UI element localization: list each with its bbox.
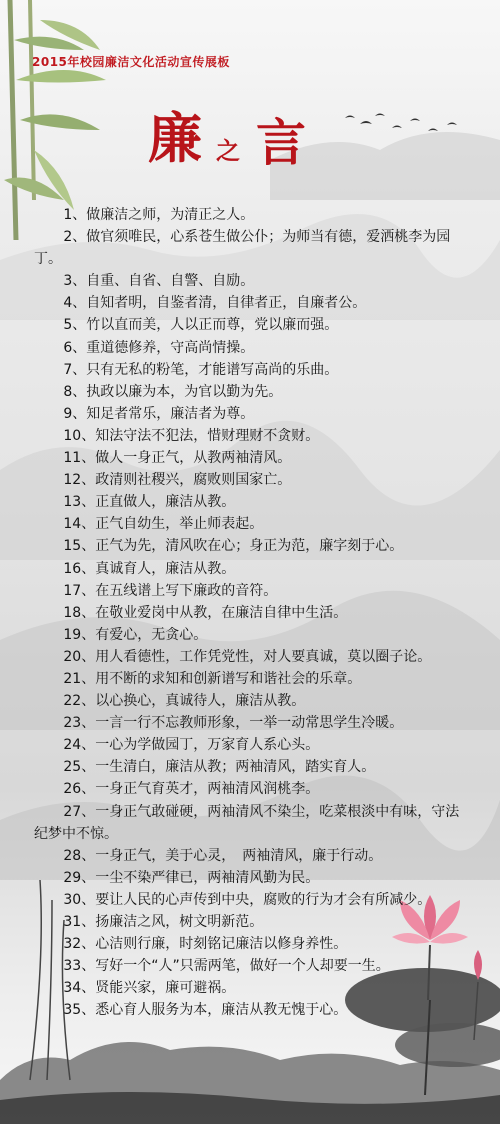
list-item: 23、一言一行不忘教师形象，一举一动常思学生冷暖。 (63, 715, 404, 732)
list-item: 4、自知者明，自鉴者清，自律者正，自廉者公。 (63, 295, 367, 312)
heading-char-mid: 之 (216, 136, 240, 165)
list-item: 17、在五线谱上写下廉政的音符。 (63, 582, 278, 599)
list-item: 2、做官须唯民，心系苍生做公仆；为师当有德，爱洒桃李为园丁。 (34, 229, 451, 268)
list-item: 19、有爱心，无贪心。 (63, 626, 208, 643)
header-title: 2015年校园廉洁文化活动宣传展板 (32, 55, 230, 69)
list-item: 33、写好一个“人”只需两笔，做好一个人却要一生。 (63, 958, 390, 975)
list-item: 27、一身正气敢碰硬，两袖清风不染尘，吃菜根淡中有味，守法纪梦中不惊。 (34, 803, 460, 842)
list-item: 24、一心为学做园丁，万家育人系心头。 (63, 737, 320, 754)
list-item: 11、做人一身正气，从教两袖清风。 (63, 450, 292, 467)
list-item: 22、以心换心，真诚待人，廉洁从教。 (63, 693, 306, 710)
list-item: 8、执政以廉为本，为官以勤为先。 (63, 383, 283, 400)
list-item: 6、重道德修养，守高尚情操。 (63, 339, 255, 356)
list-item: 32、心洁则行廉，时刻铭记廉洁以修身养性。 (63, 936, 348, 953)
list-item: 26、一身正气育英才，两袖清风润桃李。 (63, 781, 320, 798)
list-item: 28、一身正气，美于心灵， 两袖清风，廉于行动。 (63, 847, 383, 864)
motto-list (34, 204, 464, 1021)
list-item: 5、竹以直而美，人以正而尊，党以廉而强。 (63, 317, 339, 334)
list-item: 21、用不断的求知和创新谱写和谐社会的乐章。 (63, 670, 362, 687)
heading-char-end: 言 (256, 113, 306, 172)
list-item: 20、用人看德性，工作凭党性，对人要真诚，莫以圈子论。 (63, 648, 432, 665)
list-item: 10、知法守法不犯法，惜财理财不贪财。 (63, 427, 320, 444)
list-item: 7、只有无私的粉笔，才能谱写高尚的乐曲。 (63, 361, 339, 378)
list-item: 16、真诚育人，廉洁从教。 (63, 560, 236, 577)
list-item: 31、扬廉洁之风，树文明新范。 (63, 914, 264, 930)
list-item: 29、一尘不染严律已，两袖清风勤为民。 (63, 869, 320, 886)
list-item: 35、悉心育人服务为本，廉洁从教无愧于心。 (63, 1002, 348, 1019)
list-item: 9、知足者常乐，廉洁者为尊。 (63, 405, 255, 422)
list-item: 25、一生清白，廉洁从教；两袖清风，踏实育人。 (63, 759, 376, 776)
list-item: 1、做廉洁之师，为清正之人。 (63, 207, 255, 223)
list-item: 15、正气为先，清风吹在心；身正为范，廉字刻于心。 (63, 538, 404, 555)
list-item: 3、自重、自省、自警、自励。 (63, 273, 255, 290)
list-item: 34、贤能兴家，廉可避祸。 (63, 980, 236, 997)
list-item: 12、政清则社稷兴，腐败则国家亡。 (63, 472, 292, 489)
list-item: 18、在敬业爱岗中从教，在廉洁自律中生活。 (63, 604, 348, 621)
birds-icon (345, 114, 457, 132)
list-item: 13、正直做人，廉洁从教。 (63, 494, 236, 511)
list-item: 14、正气自幼生，举止师表起。 (63, 516, 264, 533)
list-item: 30、要让人民的心声传到中央，腐败的行为才会有所减少。 (63, 891, 432, 908)
heading-char-main: 廉 (148, 106, 202, 170)
